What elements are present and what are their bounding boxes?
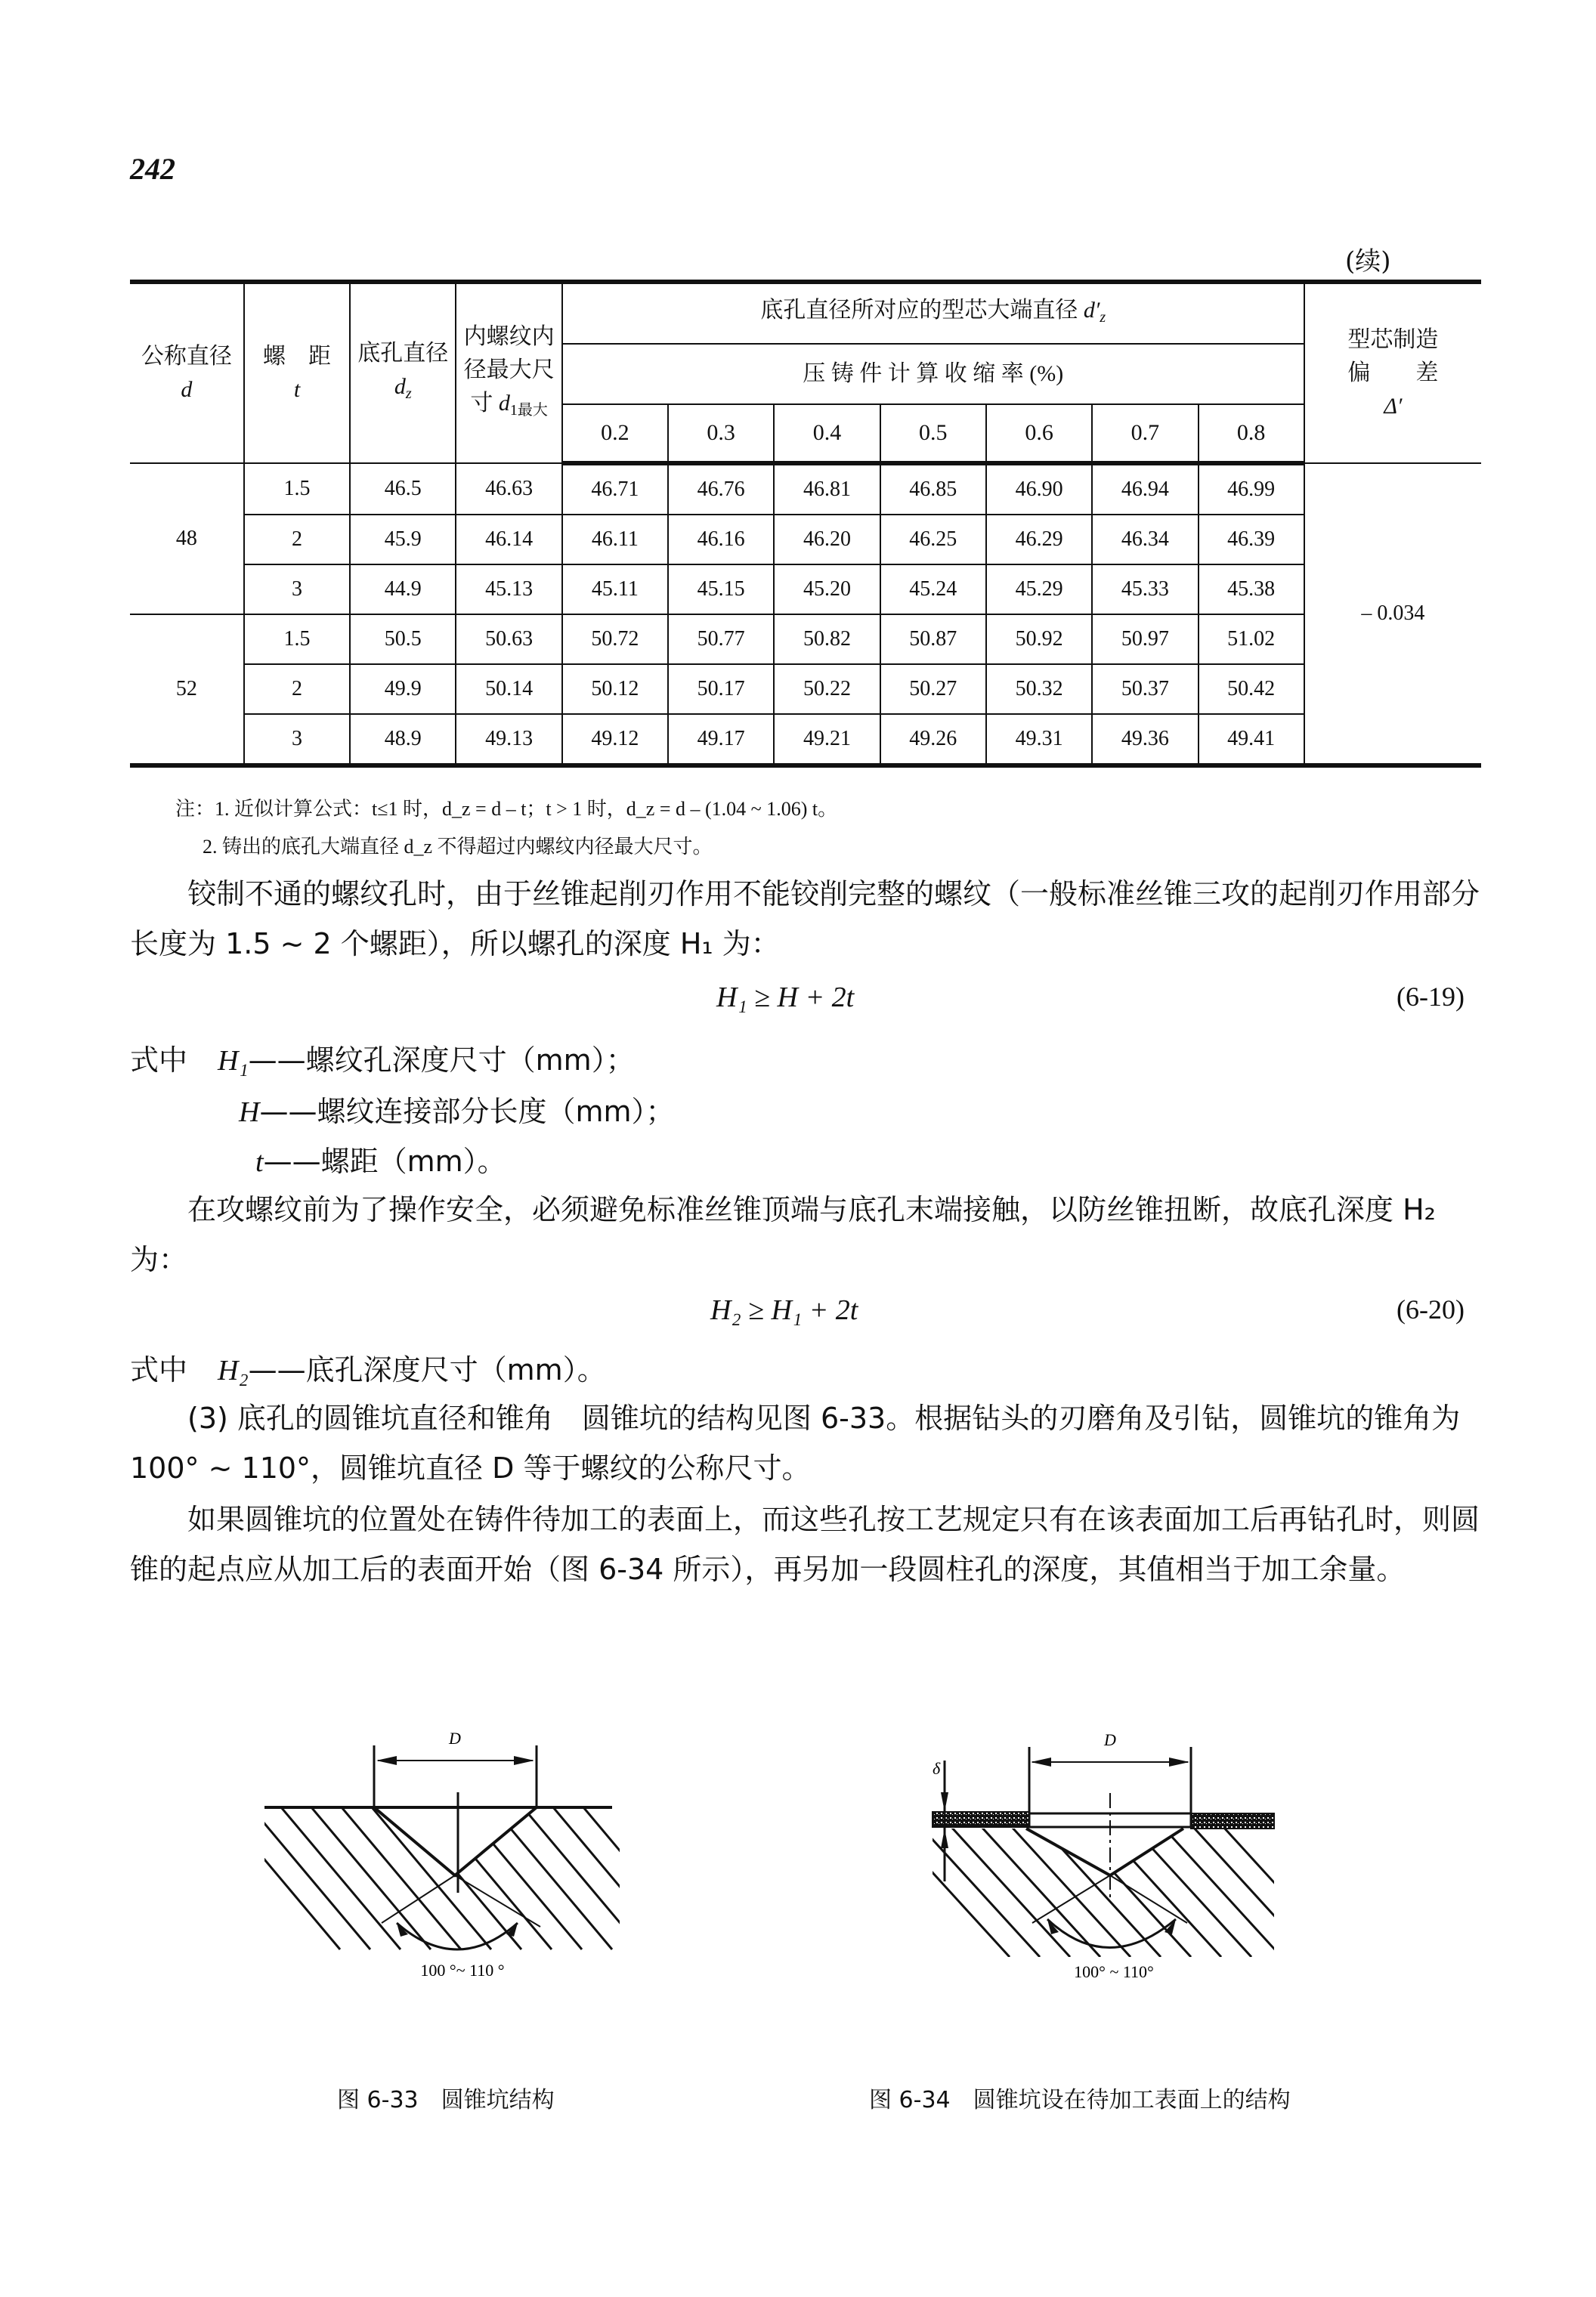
- paragraph-3: (3) 底孔的圆锥坑直径和锥角 圆锥坑的结构见图 6-33。根据钻头的刃磨角及引钻，圆锥坑的锥角为 100° ~ 110°，圆锥坑直径 D 等于螺纹的公称尺寸。: [130, 1402, 1461, 1485]
- table-row: [130, 564, 1481, 614]
- table-row: [130, 714, 1481, 765]
- core-diameter-cell: 50.22: [774, 664, 880, 714]
- hole-diameter-cell: 44.9: [350, 564, 456, 614]
- core-diameter-cell: 50.17: [668, 664, 774, 714]
- hole-diameter-cell: 46.5: [350, 463, 456, 515]
- core-diameter-cell: 50.37: [1092, 664, 1198, 714]
- nominal-diameter-cell: 52: [130, 614, 244, 765]
- header-rate: 0.6: [986, 404, 1092, 463]
- core-diameter-cell: 46.85: [880, 463, 986, 515]
- core-diameter-cell: 50.42: [1199, 664, 1304, 714]
- where-label: 式中: [130, 1043, 188, 1077]
- table-row: [130, 463, 1481, 515]
- table-row: [130, 664, 1481, 714]
- header-core-tolerance: 型芯制造 偏 差 Δ′: [1304, 282, 1481, 463]
- inner-max-cell: 49.13: [456, 714, 561, 765]
- page-number: 242: [130, 152, 175, 186]
- angle-arc-2: [1047, 1919, 1176, 1948]
- core-diameter-cell: 46.71: [562, 463, 668, 515]
- machining-allowance-right: [1191, 1813, 1274, 1829]
- core-diameter-cell: 45.24: [880, 564, 986, 614]
- figure-caption-6-33: 图 6-33 圆锥坑结构: [337, 2087, 555, 2113]
- machining-allowance-left: [933, 1812, 1029, 1827]
- core-diameter-cell: 46.25: [880, 515, 986, 564]
- core-diameter-cell: 50.72: [562, 614, 668, 664]
- table-note-1: 注：1. 近似计算公式：t≤1 时，d_z = d – t；t > 1 时，d_z = d – (1.04 ~ 1.06) t。: [175, 798, 838, 820]
- table-note-2: 2. 铸出的底孔大端直径 d_z 不得超过内螺纹内径最大尺寸。: [203, 836, 713, 858]
- equation-number-6-19: (6-19): [1396, 982, 1465, 1012]
- core-diameter-cell: 49.31: [986, 714, 1092, 765]
- inner-max-cell: 46.14: [456, 515, 561, 564]
- header-inner-thread-max: 内螺纹内 径最大尺 寸 $d_{1最大}$: [456, 282, 561, 463]
- paragraph-4: 如果圆锥坑的位置处在铸件待加工的表面上，而这些孔按工艺规定只有在该表面加工后再钻孔时，则圆锥的起点应从加工后的表面开始（图 6-34 所示），再另加一段圆柱孔的深度，其值相当于加工余量。: [130, 1503, 1480, 1586]
- core-diameter-cell: 46.20: [774, 515, 880, 564]
- header-rate: 0.3: [668, 404, 774, 463]
- table-row: [130, 515, 1481, 564]
- core-diameter-cell: 49.36: [1092, 714, 1198, 765]
- header-hole-diameter: 底孔直径 $d_z$: [350, 282, 456, 463]
- angle-label-2: 100° ~ 110°: [1074, 1962, 1154, 1981]
- inner-max-cell: 45.13: [456, 564, 561, 614]
- pitch-cell: 2: [244, 515, 350, 564]
- header-rate: 0.2: [562, 404, 668, 463]
- definition-h: H——螺纹连接部分长度（mm）；: [239, 1095, 675, 1128]
- angle-label: 100 °~ 110 °: [420, 1961, 505, 1980]
- hatch-pattern: [257, 1761, 680, 1949]
- pitch-cell: 3: [244, 564, 350, 614]
- inner-max-cell: 50.14: [456, 664, 561, 714]
- inner-max-cell: 46.63: [456, 463, 561, 515]
- core-diameter-cell: 45.29: [986, 564, 1092, 614]
- formula-6-20: H₂ ≥ H₁ + 2t: [710, 1294, 858, 1326]
- header-rate: 0.5: [880, 404, 986, 463]
- figure-6-34: [926, 1708, 1365, 2010]
- figure-caption-6-34: 图 6-34 圆锥坑设在待加工表面上的结构: [869, 2087, 1291, 2113]
- core-diameter-cell: 45.20: [774, 564, 880, 614]
- core-diameter-cell: 46.16: [668, 515, 774, 564]
- core-diameter-cell: 50.97: [1092, 614, 1198, 664]
- arrow-right-icon: [514, 1756, 534, 1765]
- core-diameter-cell: 49.21: [774, 714, 880, 765]
- header-rate: 0.7: [1092, 404, 1198, 463]
- definition-h1: H₁——螺纹孔深度尺寸（mm）；: [218, 1043, 635, 1077]
- core-diameter-cell: 45.33: [1092, 564, 1198, 614]
- header-pitch: 螺 距 t: [244, 282, 350, 463]
- core-diameter-cell: 46.29: [986, 515, 1092, 564]
- table-row: [130, 614, 1481, 664]
- delta-label: δ: [933, 1759, 941, 1778]
- hole-diameter-cell: 49.9: [350, 664, 456, 714]
- core-diameter-cell: 45.11: [562, 564, 668, 614]
- hole-diameter-cell: 48.9: [350, 714, 456, 765]
- header-core-diameter-group: 底孔直径所对应的型芯大端直径 $d'_z$: [562, 282, 1304, 344]
- core-diameter-cell: 50.32: [986, 664, 1092, 714]
- core-diameter-cell: 45.38: [1199, 564, 1304, 614]
- tolerance-cell: – 0.034: [1304, 463, 1481, 765]
- core-diameter-cell: 49.41: [1199, 714, 1304, 765]
- data-table: [130, 280, 1481, 768]
- equation-number-6-20: (6-20): [1396, 1294, 1465, 1325]
- nominal-diameter-cell: 48: [130, 463, 244, 614]
- hole-diameter-cell: 50.5: [350, 614, 456, 664]
- pitch-cell: 1.5: [244, 614, 350, 664]
- hatch-pattern-2: [926, 1783, 1342, 1957]
- core-diameter-cell: 46.34: [1092, 515, 1198, 564]
- core-diameter-cell: 46.11: [562, 515, 668, 564]
- header-nominal-diameter: 公称直径 d: [130, 282, 244, 463]
- core-diameter-cell: 50.77: [668, 614, 774, 664]
- paragraph-1: 铰制不通的螺纹孔时，由于丝锥起削刃作用不能铰削完整的螺纹（一般标准丝锥三攻的起削刃作用部分长度为 1.5 ~ 2 个螺距），所以螺孔的深度 H₁ 为：: [130, 877, 1480, 960]
- core-diameter-cell: 51.02: [1199, 614, 1304, 664]
- core-diameter-cell: 49.17: [668, 714, 774, 765]
- pitch-cell: 2: [244, 664, 350, 714]
- core-diameter-cell: 49.26: [880, 714, 986, 765]
- figure-6-33: [257, 1708, 680, 2010]
- pitch-cell: 3: [244, 714, 350, 765]
- arrow-right-icon-2: [1169, 1758, 1189, 1767]
- core-diameter-cell: 46.81: [774, 463, 880, 515]
- core-diameter-cell: 50.82: [774, 614, 880, 664]
- core-diameter-cell: 50.92: [986, 614, 1092, 664]
- core-diameter-cell: 46.99: [1199, 463, 1304, 515]
- delta-arrow-up-icon: [941, 1829, 948, 1848]
- arrow-left-icon-2: [1031, 1758, 1051, 1767]
- core-diameter-cell: 49.12: [562, 714, 668, 765]
- core-diameter-cell: 45.15: [668, 564, 774, 614]
- core-diameter-cell: 46.90: [986, 463, 1092, 515]
- dimension-label-d: D: [449, 1729, 461, 1748]
- header-shrinkage-rate: 压 铸 件 计 算 收 缩 率 (%): [562, 344, 1304, 404]
- delta-arrow-down-icon: [941, 1792, 948, 1812]
- dimension-label-d-2: D: [1104, 1730, 1116, 1749]
- core-diameter-cell: 46.76: [668, 463, 774, 515]
- pitch-cell: 1.5: [244, 463, 350, 515]
- paragraph-2: 在攻螺纹前为了操作安全，必须避免标准丝锥顶端与底孔末端接触，以防丝锥扭断，故底孔深度 H₂ 为：: [130, 1193, 1436, 1276]
- header-rate: 0.4: [774, 404, 880, 463]
- core-diameter-cell: 46.39: [1199, 515, 1304, 564]
- arrow-left-icon: [376, 1756, 397, 1765]
- where-label-2: 式中: [130, 1353, 188, 1387]
- inner-max-cell: 50.63: [456, 614, 561, 664]
- definition-t: t——螺距（mm）。: [255, 1145, 506, 1178]
- formula-6-19: H₁ ≥ H + 2t: [716, 982, 855, 1013]
- hole-diameter-cell: 45.9: [350, 515, 456, 564]
- core-diameter-cell: 50.87: [880, 614, 986, 664]
- definition-h2: H₂——底孔深度尺寸（mm）。: [218, 1353, 606, 1387]
- continued-label: (续): [1345, 246, 1391, 277]
- core-diameter-cell: 50.12: [562, 664, 668, 714]
- header-rate: 0.8: [1199, 404, 1304, 463]
- core-diameter-cell: 46.94: [1092, 463, 1198, 515]
- core-diameter-cell: 50.27: [880, 664, 986, 714]
